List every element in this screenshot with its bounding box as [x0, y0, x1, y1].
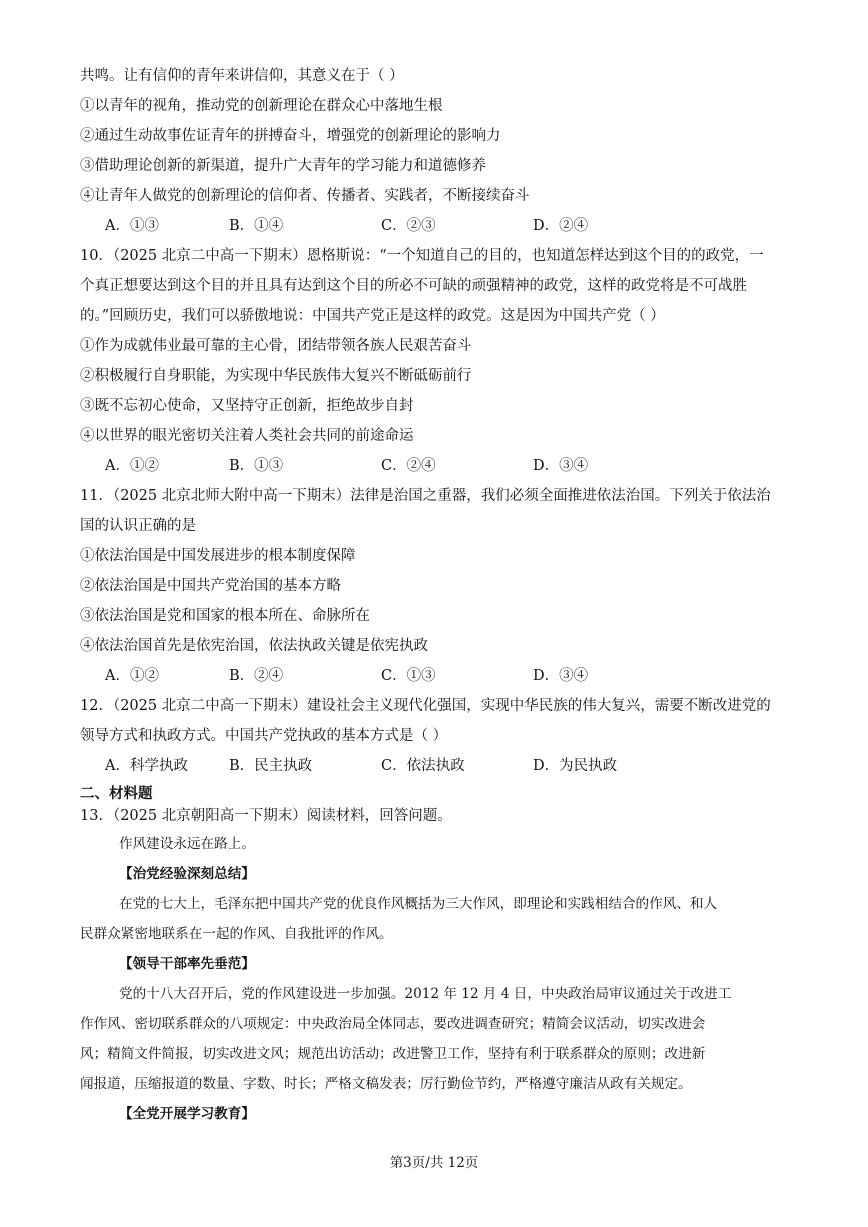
material-heading-3: 【全党开展学习教育】: [119, 1106, 255, 1122]
q12-option-c: C．依法执政: [381, 758, 465, 774]
material-p2-line-4: 闻报道，压缩报道的数量、字数、时长；严格文稿发表；厉行勤俭节约，严格遵守廉洁从政有关规定。: [80, 1076, 692, 1092]
q10-item-3: ③既不忘初心使命，又坚持守正创新，拒绝故步自封: [80, 398, 414, 414]
material-p1-line-2: 民群众紧密地联系在一起的作风、自我批评的作风。: [80, 926, 393, 942]
q11-item-4: ④依法治国首先是依宪治国，依法执政关键是依宪执政: [80, 638, 428, 654]
q11-stem-line-2: 国的认识正确的是: [80, 518, 196, 534]
q9-option-d: D．②④: [533, 218, 589, 234]
material-heading-2: 【领导干部率先垂范】: [119, 956, 255, 972]
section-title: 二、材料题: [80, 785, 153, 802]
q9-stem-tail: 共鸣。让有信仰的青年来讲信仰，其意义在于（ ）: [80, 68, 404, 84]
q10-stem-line-1: 10．（2025 北京二中高一下期末）恩格斯说：“一个知道自己的目的，也知道怎样达到这个目的的政党，一: [80, 248, 764, 264]
material-p2-line-1: 党的十八大召开后，党的作风建设进一步加强。2012 年 12 月 4 日，中央政治局审议通过关于改进工: [119, 986, 732, 1002]
material-p2-line-3: 风；精简文件简报，切实改进文风；规范出访活动；改进警卫工作，坚持有利于联系群众的原则；改进新: [80, 1046, 706, 1062]
q13-intro: 13．（2025 北京朝阳高一下期末）阅读材料，回答问题。: [80, 808, 452, 824]
page-footer: 第3页/共 12页: [389, 1155, 479, 1171]
q9-item-2: ②通过生动故事佐证青年的拼搏奋斗，增强党的创新理论的影响力: [80, 128, 501, 144]
q11-option-b: B．②④: [229, 668, 284, 684]
q10-item-4: ④以世界的眼光密切关注着人类社会共同的前途命运: [80, 428, 414, 444]
q12-stem-line-1: 12．（2025 北京二中高一下期末）建设社会主义现代化强国，实现中华民族的伟大复兴，需要不断改进党的: [80, 698, 771, 714]
q11-option-d: D．③④: [533, 668, 589, 684]
q10-option-a: A．①②: [105, 458, 159, 474]
q11-option-a: A．①②: [105, 668, 159, 684]
q10-stem-line-3: 的。”回顾历史，我们可以骄傲地说：中国共产党正是这样的政党。这是因为中国共产党（ ）: [80, 308, 665, 324]
q11-option-c: C．①③: [381, 668, 436, 684]
q9-option-c: C．②③: [381, 218, 436, 234]
q11-item-3: ③依法治国是党和国家的根本所在、命脉所在: [80, 608, 370, 624]
q11-item-2: ②依法治国是中国共产党治国的基本方略: [80, 578, 341, 594]
q9-item-4: ④让青年人做党的创新理论的信仰者、传播者、实践者，不断接续奋斗: [80, 188, 530, 204]
q10-option-b: B．①③: [229, 458, 284, 474]
material-lead: 作风建设永远在路上。: [119, 836, 255, 852]
q12-option-a: A．科学执政: [105, 758, 188, 774]
q9-option-b: B．①④: [229, 218, 284, 234]
q12-stem-line-2: 领导方式和执政方式。中国共产党执政的基本方式是（ ）: [80, 728, 448, 744]
q11-item-1: ①依法治国是中国发展进步的根本制度保障: [80, 548, 356, 564]
q10-option-d: D．③④: [533, 458, 589, 474]
q10-item-2: ②积极履行自身职能，为实现中华民族伟大复兴不断砥砺前行: [80, 368, 472, 384]
q12-option-b: B．民主执政: [229, 758, 313, 774]
material-p2-line-2: 作作风、密切联系群众的八项规定：中央政治局全体同志，要改进调查研究；精简会议活动，切实改进会: [80, 1016, 706, 1032]
material-p1-line-1: 在党的七大上，毛泽东把中国共产党的优良作风概括为三大作风，即理论和实践相结合的作风、和人: [119, 896, 718, 912]
q9-item-3: ③借助理论创新的新渠道，提升广大青年的学习能力和道德修养: [80, 158, 486, 174]
material-heading-1: 【治党经验深刻总结】: [119, 866, 255, 882]
q10-item-1: ①作为成就伟业最可靠的主心骨，团结带领各族人民艰苦奋斗: [80, 338, 472, 354]
q10-stem-line-2: 个真正想要达到这个目的并且具有达到这个目的所必不可缺的顽强精神的政党，这样的政党将是不可战胜: [80, 278, 747, 294]
q9-option-a: A．①③: [105, 218, 159, 234]
q10-option-c: C．②④: [381, 458, 436, 474]
q11-stem-line-1: 11．（2025 北京北师大附中高一下期末）法律是治国之重器，我们必须全面推进依法治国。下列关于依法治: [80, 488, 771, 504]
q12-option-d: D．为民执政: [533, 758, 618, 774]
q9-item-1: ①以青年的视角，推动党的创新理论在群众心中落地生根: [80, 98, 443, 114]
